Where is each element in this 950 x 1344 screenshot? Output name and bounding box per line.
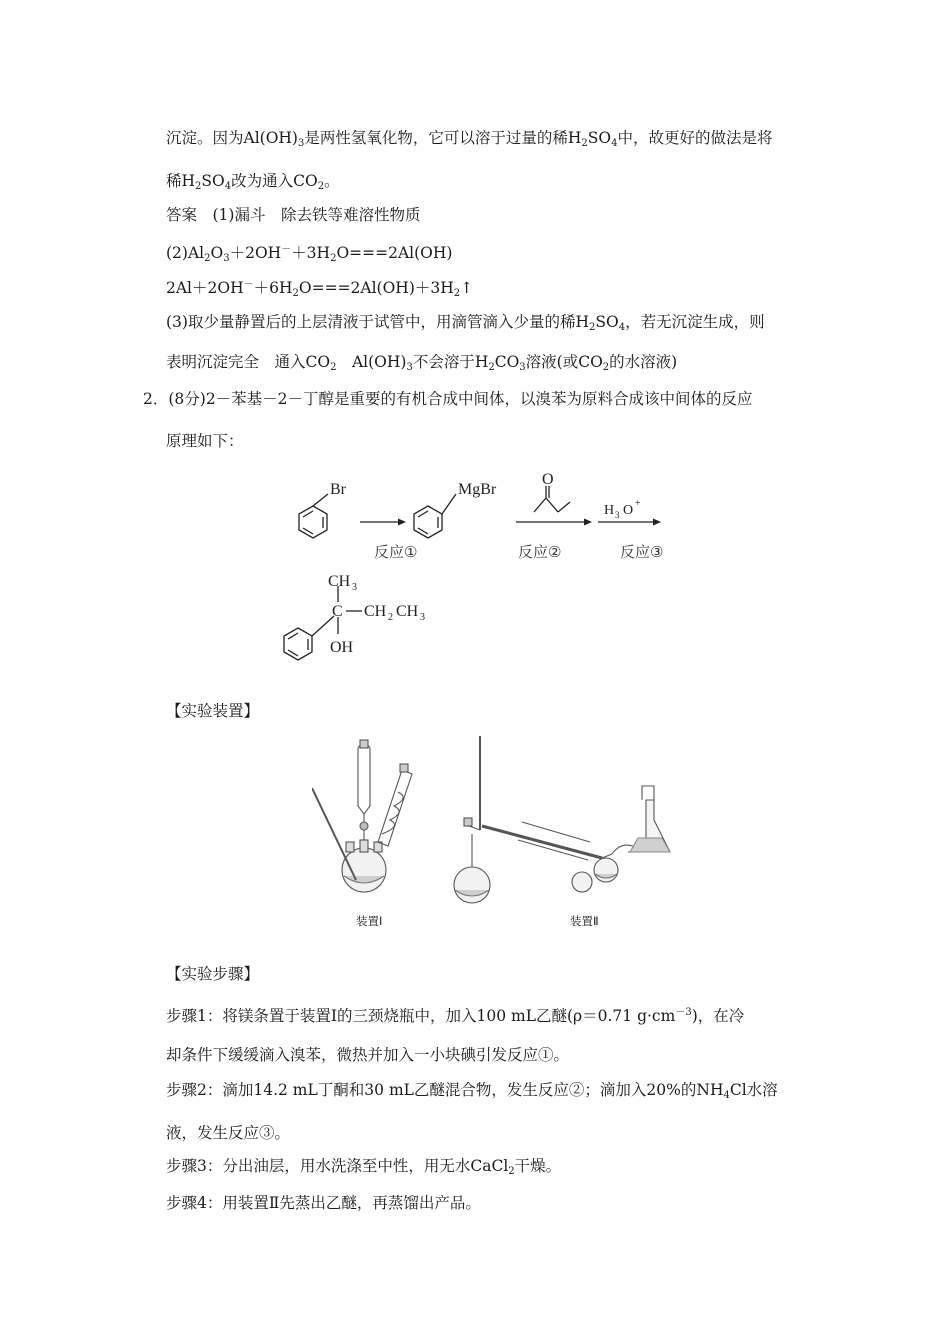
text-line-1 [166, 127, 772, 155]
text-seg: O===2Al(OH)＋3H [298, 279, 454, 297]
apparatus-2-caption: 装置Ⅱ [570, 914, 599, 928]
text-seg: O [210, 244, 224, 262]
apparatus-1-caption: 装置Ⅰ [356, 914, 383, 928]
ch3b-label: CH [396, 603, 419, 620]
text-seg: CO [494, 353, 520, 371]
text-seg: 改为通入CO [231, 172, 318, 190]
answer-line-5 [166, 351, 677, 379]
subscript: 2 [588, 322, 596, 333]
answer-line-1 [166, 204, 420, 226]
subscript: 2 [317, 181, 325, 192]
text-seg: Al(OH) [336, 353, 407, 371]
carbon-label: C [332, 603, 343, 620]
ch2-sub: 2 [388, 612, 393, 623]
text-seg: 是两性氢氧化物，它可以溶于过量的稀H [304, 129, 582, 147]
apparatus-1 [312, 740, 412, 892]
subscript: 2 [581, 138, 588, 149]
superscript: － [281, 244, 292, 255]
ch3-sub: 3 [352, 582, 357, 593]
h3o-sup: + [635, 498, 641, 509]
subscript: 3 [519, 362, 526, 373]
subscript: 2 [453, 288, 461, 299]
text-seg: 2Al＋2OH [166, 279, 244, 297]
text-seg: 【实验步骤】 [166, 965, 260, 983]
subscript: 2 [488, 362, 495, 373]
subscript: 3 [406, 362, 413, 373]
ch3-label: CH [328, 573, 351, 590]
text-seg: 。 [324, 172, 340, 190]
text-line-2 [166, 170, 340, 198]
reaction-scheme [268, 462, 708, 672]
subscript: 2 [330, 253, 337, 264]
subscript: 2 [602, 362, 610, 373]
ch3b-sub: 3 [420, 612, 425, 623]
text-seg: 原理如下： [166, 432, 244, 450]
text-seg: 不会溶于H [412, 353, 489, 371]
apparatus-heading [166, 700, 259, 722]
oh-label: OH [330, 639, 354, 656]
text-seg: Cl水溶 [729, 1081, 778, 1099]
text-seg: ↑ [460, 279, 474, 297]
text-seg: 却条件下缓缓滴入溴苯，微热并加入一小块碘引发反应①。 [166, 1046, 570, 1064]
h3o-label: H [604, 503, 615, 518]
text-seg: ＋6H [253, 279, 293, 297]
text-seg: 中，故更好的做法是将 [617, 129, 773, 147]
answer-line-2 [166, 239, 452, 270]
text-seg: O===2Al(OH) [336, 244, 453, 262]
subscript: 4 [611, 138, 618, 149]
text-seg: 表明沉淀完全 通入CO [166, 353, 331, 371]
text-seg: 2．(8分)2－苯基－2－丁醇是重要的有机合成中间体，以溴苯为原料合成该中间体的反应 [143, 390, 753, 408]
step-2-line-1 [166, 1079, 778, 1107]
step-3-line [166, 1155, 561, 1183]
text-seg: ＋2OH [229, 244, 282, 262]
apparatus-illustration [312, 730, 682, 935]
subscript: 3 [223, 253, 230, 264]
text-seg: 干燥。 [514, 1157, 562, 1175]
question-2-line-1 [143, 388, 753, 410]
mgbr-label: MgBr [458, 481, 497, 498]
text-seg: 液，发生反应③。 [166, 1124, 291, 1142]
text-seg: 沉淀。因为Al(OH) [166, 129, 298, 147]
subscript: 2 [204, 253, 211, 264]
answer-line-3 [166, 274, 473, 305]
answer-line-4 [166, 311, 765, 339]
text-seg: )，在冷 [691, 1007, 745, 1025]
text-seg: 步骤4：用装置Ⅱ先蒸出乙醚，再蒸馏出产品。 [166, 1194, 481, 1212]
text-seg: ，若无沉淀生成，则 [625, 313, 765, 331]
oxygen-label: O [542, 471, 554, 488]
subscript: 2 [508, 1166, 515, 1177]
text-seg: 步骤3：分出油层，用水洗涤至中性，用无水CaCl [166, 1157, 509, 1175]
subscript: 4 [723, 1090, 730, 1101]
text-seg: 步骤1：将镁条置于装置Ⅰ的三颈烧瓶中，加入100 mL乙醚(ρ＝0.71 g·cm [166, 1007, 676, 1025]
butanone-skeleton [534, 498, 546, 512]
text-seg: ＋3H [291, 244, 331, 262]
text-seg: 步骤2：滴加14.2 mL丁酮和30 mL乙醚混合物，发生反应②；滴加入20%的NH [166, 1081, 724, 1099]
step-2-line-2 [166, 1122, 290, 1144]
h3o-sub: 3 [615, 510, 620, 520]
ch2-label: CH [364, 603, 387, 620]
text-seg: 【实验装置】 [166, 702, 260, 720]
subscript: 4 [224, 181, 232, 192]
superscript: － [243, 279, 254, 290]
question-2-line-2 [166, 430, 244, 452]
text-seg: SO [201, 172, 225, 190]
text-seg: SO [595, 313, 619, 331]
text-seg: (2)Al [166, 244, 205, 262]
reaction-3-label: 反应③ [620, 543, 664, 561]
step-1-line-1 [166, 1002, 744, 1027]
reaction-2-label: 反应② [518, 543, 562, 561]
step-1-line-2 [166, 1044, 569, 1066]
superscript: －3 [675, 1007, 692, 1018]
h3o-o: O [623, 503, 634, 518]
steps-heading [166, 963, 259, 985]
text-seg: 稀H [166, 172, 196, 190]
subscript: 2 [292, 288, 299, 299]
text-seg: (3)取少量静置后的上层清液于试管中，用滴管滴入少量的稀H [166, 313, 589, 331]
apparatus-2 [454, 736, 670, 903]
subscript: 2 [195, 181, 202, 192]
subscript: 2 [330, 362, 337, 373]
subscript: 4 [618, 322, 626, 333]
text-seg: SO [587, 129, 612, 147]
text-seg: 的水溶液) [609, 353, 678, 371]
step-4-line [166, 1192, 481, 1214]
text-seg: 答案 (1)漏斗 除去铁等难溶性物质 [166, 206, 421, 224]
text-seg: 溶液(或CO [525, 353, 603, 371]
subscript: 3 [297, 138, 305, 149]
reaction-1-label: 反应① [374, 543, 418, 561]
br-label: Br [330, 481, 346, 498]
